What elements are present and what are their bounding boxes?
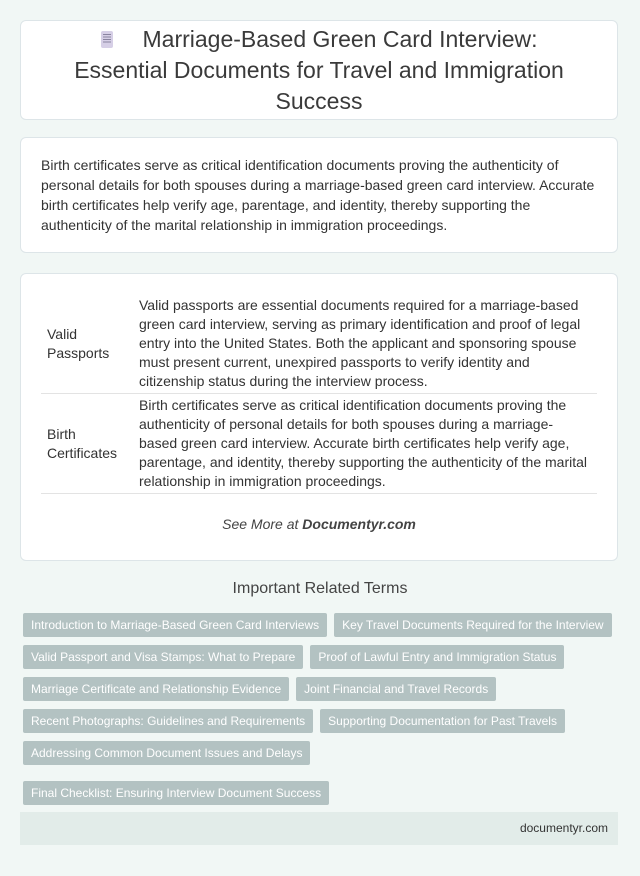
see-more-link[interactable]: Documentyr.com [302,516,416,532]
description-cell: Valid passports are essential documents required for a marriage-based green card interview, serving as primary identification and proof of legal entry into the United States. Both the applicant and sponsoring spouse must present current, unexpired passports to verify identity and citizenship status during the interview process. [133,294,597,394]
related-term-tag[interactable]: Final Checklist: Ensuring Interview Document Success [23,781,329,805]
term-cell: Birth Certificates [41,394,133,494]
related-term-tag[interactable]: Marriage Certificate and Relationship Evidence [23,677,289,701]
intro-card [20,137,618,253]
footer-site-link[interactable]: documentyr.com [519,821,608,835]
page-title [21,24,617,117]
related-term-tag[interactable]: Valid Passport and Visa Stamps: What to Prepare [23,645,303,669]
intro-text: Birth certificates serve as critical identification documents proving the authenticity of personal details for both spouses during a marriage-based green card interview. Accurate birth certificates help verify age, parentage, and identity, thereby supporting the authenticity of the marital relationship in immigration proceedings. [41,157,595,233]
see-more-prefix: See More at [222,516,303,532]
related-term-tag[interactable]: Key Travel Documents Required for the Interview [334,613,611,637]
related-term-tag[interactable]: Joint Financial and Travel Records [296,677,496,701]
table-row [41,394,597,494]
related-terms-heading: Important Related Terms [232,580,408,597]
title-card [20,20,618,120]
related-term-tag[interactable]: Introduction to Marriage-Based Green Card Interviews [23,613,327,637]
table-row [41,294,597,394]
document-icon [101,31,113,48]
related-term-tag[interactable]: Supporting Documentation for Past Travels [320,709,565,733]
footer [20,812,618,845]
related-term-tag[interactable]: Recent Photographs: Guidelines and Requirements [23,709,313,733]
term-cell: Valid Passports [41,294,133,394]
related-terms-list [23,613,623,805]
documents-table [41,294,597,494]
documents-table-card [20,273,618,561]
description-cell: Birth certificates serve as critical identification documents proving the authenticity of personal details for both spouses during a marriage-based green card interview. Accurate birth certificates help verify age, parentage, and identity, thereby supporting the authenticity of the marital relationship in immigration proceedings. [133,394,597,494]
related-term-tag[interactable]: Proof of Lawful Entry and Immigration Status [310,645,564,669]
see-more [41,516,597,532]
page-title-text: Marriage-Based Green Card Interview: Essential Documents for Travel and Immigration Success [74,25,564,114]
related-term-tag[interactable]: Addressing Common Document Issues and Delays [23,741,310,765]
